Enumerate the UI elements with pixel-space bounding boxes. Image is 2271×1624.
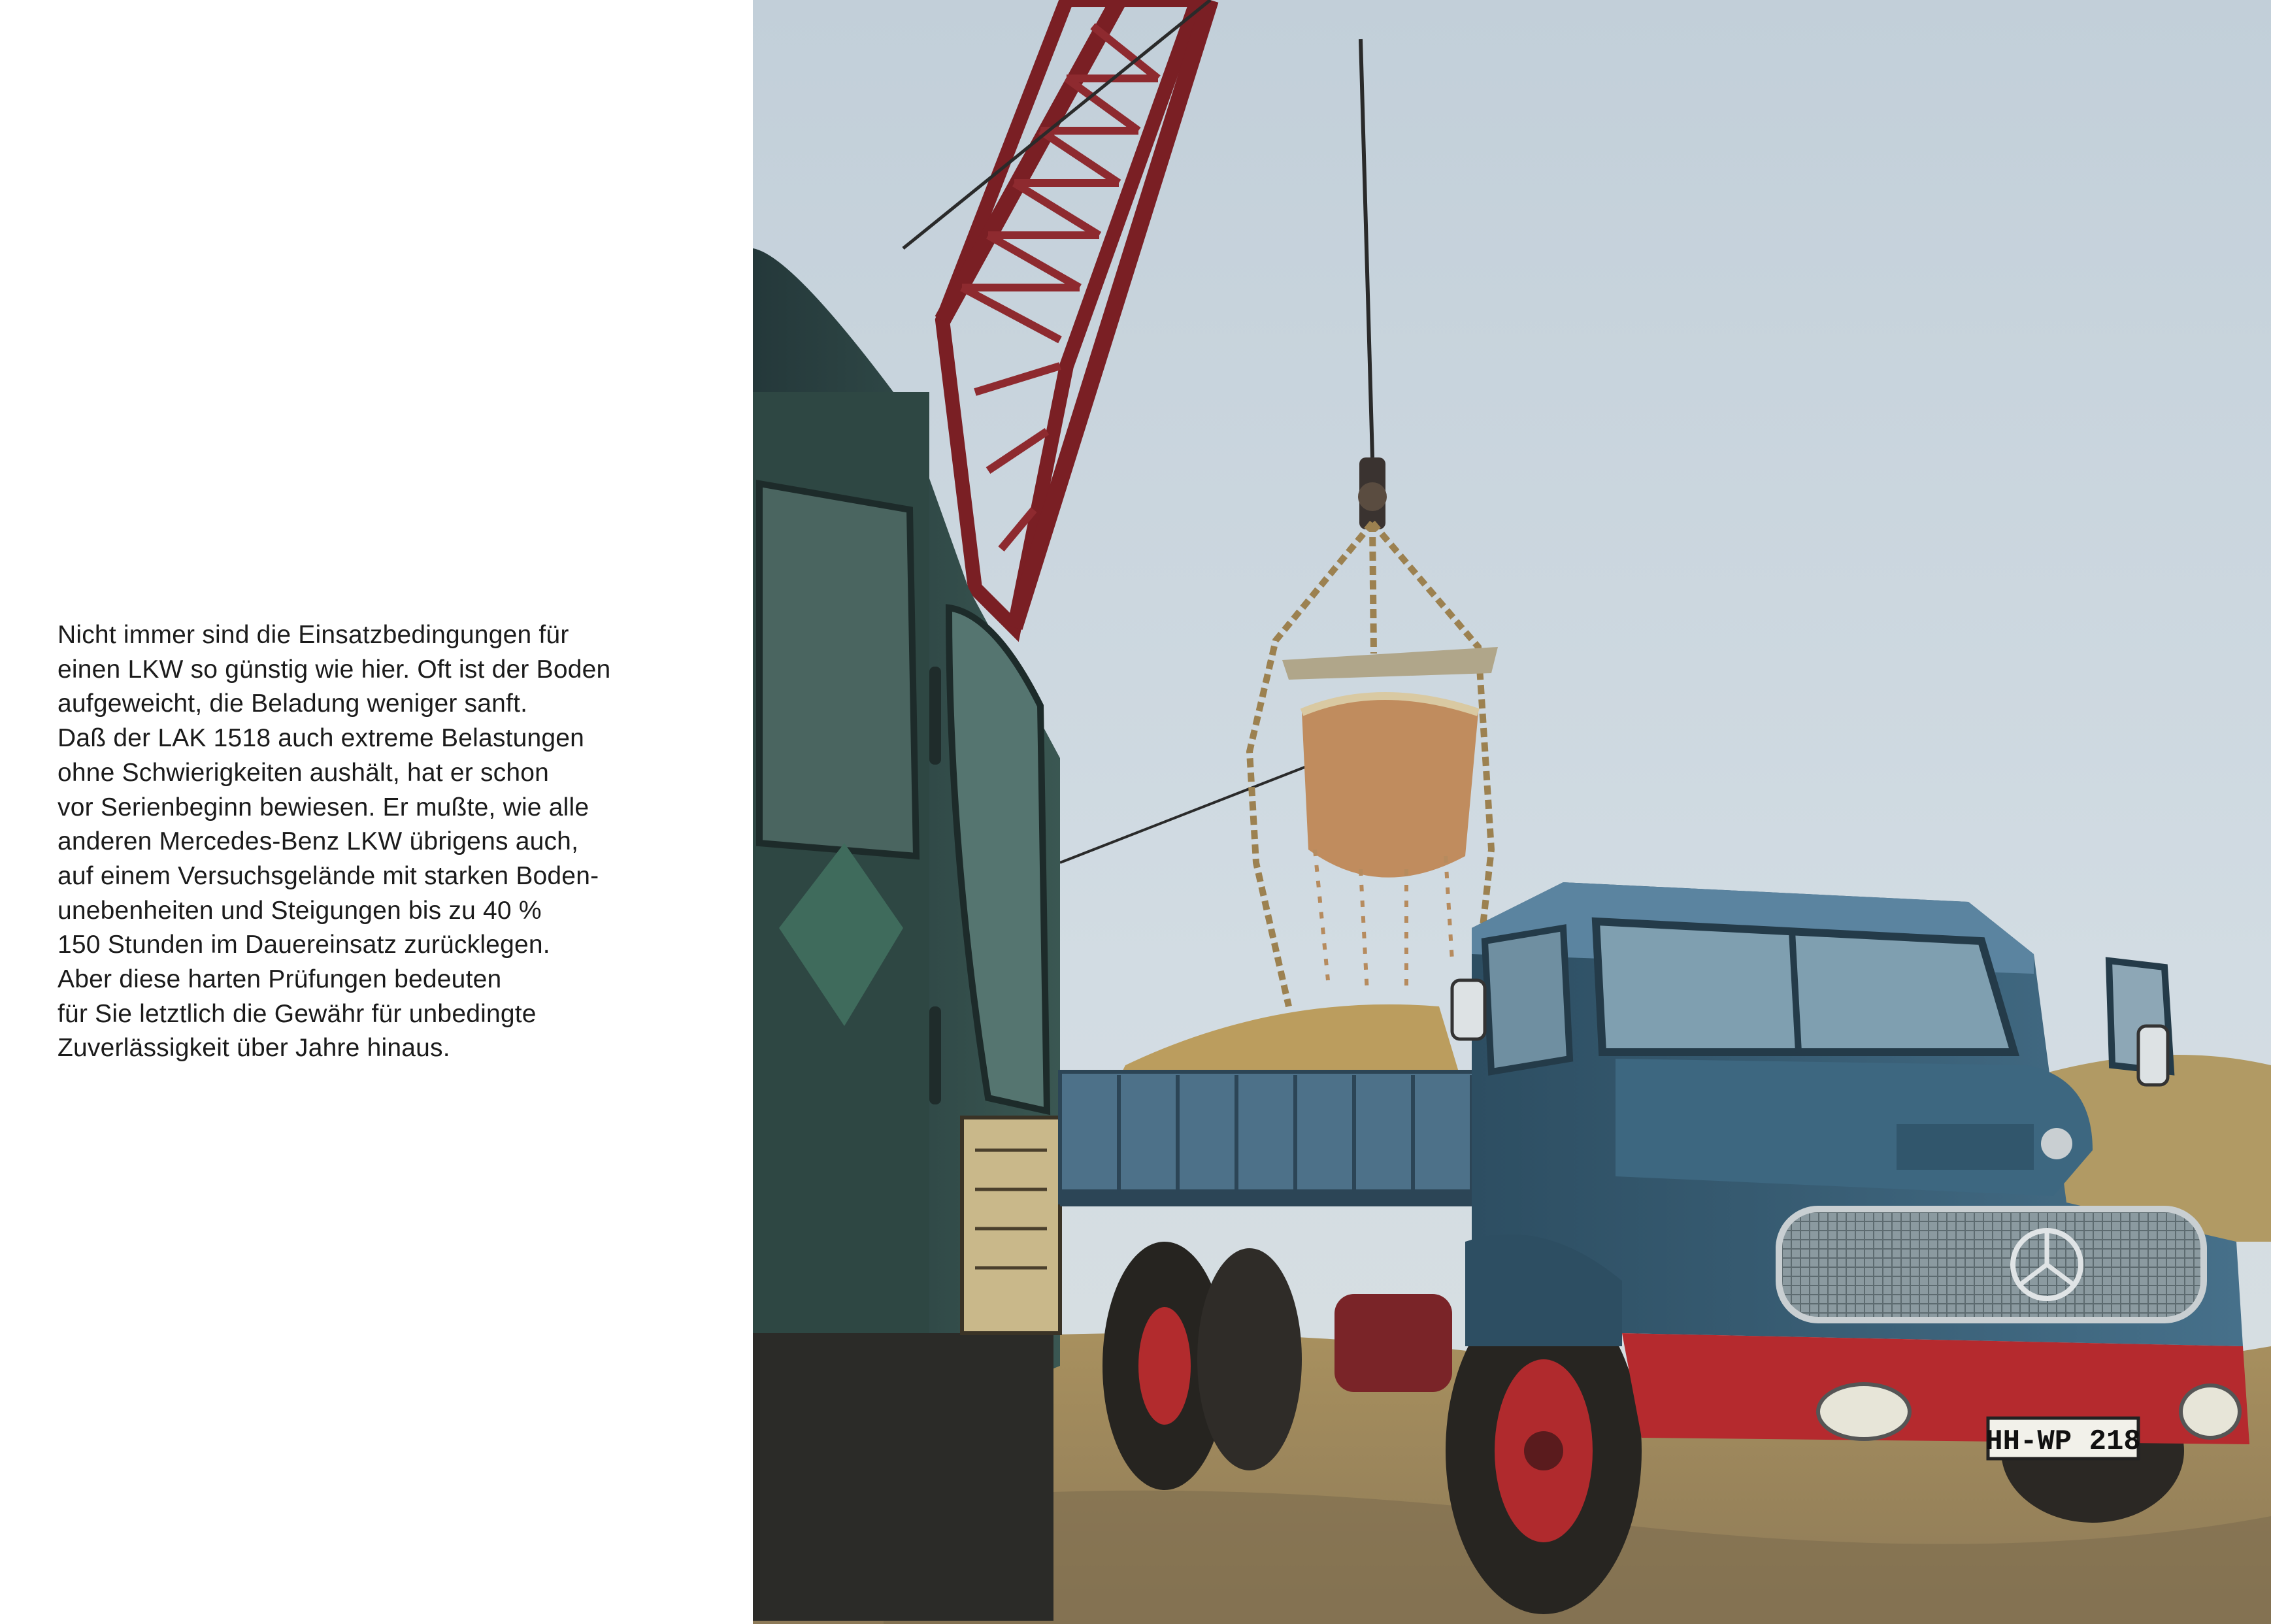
text-line: anderen Mercedes-Benz LKW übrigens auch, <box>58 827 579 856</box>
rear-wheels <box>1102 1242 1302 1490</box>
text-line: einen LKW so günstig wie hier. Oft ist der Boden <box>58 655 611 684</box>
license-plate <box>1985 1418 2141 1459</box>
body-paragraph <box>58 618 737 1066</box>
excavator-sign <box>962 1118 1060 1333</box>
text-line: 150 Stunden im Dauereinsatz zurücklegen. <box>58 931 550 959</box>
fuel-tank <box>1334 1294 1452 1392</box>
truck-illustration <box>753 0 2271 1624</box>
text-line: vor Serienbeginn bewiesen. Er mußte, wie alle <box>58 793 589 821</box>
text-column <box>0 0 753 1624</box>
text-line: Zuverlässigkeit über Jahre hinaus. <box>58 1034 450 1063</box>
text-line: Nicht immer sind die Einsatzbedingungen für <box>58 621 569 649</box>
license-plate-text: HH-WP 218 <box>1985 1425 2141 1458</box>
text-line: ohne Schwierigkeiten aushält, hat er schon <box>58 758 550 787</box>
truck-photo <box>753 0 2271 1624</box>
text-line: Aber diese harten Prüfungen bedeuten <box>58 965 502 994</box>
text-line: für Sie letztlich die Gewähr für unbedingte <box>58 999 537 1028</box>
text-line: aufgeweicht, die Beladung weniger sanft. <box>58 689 528 718</box>
text-line: Daß der LAK 1518 auch extreme Belastungen <box>58 724 585 753</box>
text-line: unebenheiten und Steigungen bis zu 40 % <box>58 896 542 925</box>
hook-block <box>1358 457 1387 529</box>
text-line: auf einem Versuchsgelände mit starken Boden- <box>58 861 599 890</box>
